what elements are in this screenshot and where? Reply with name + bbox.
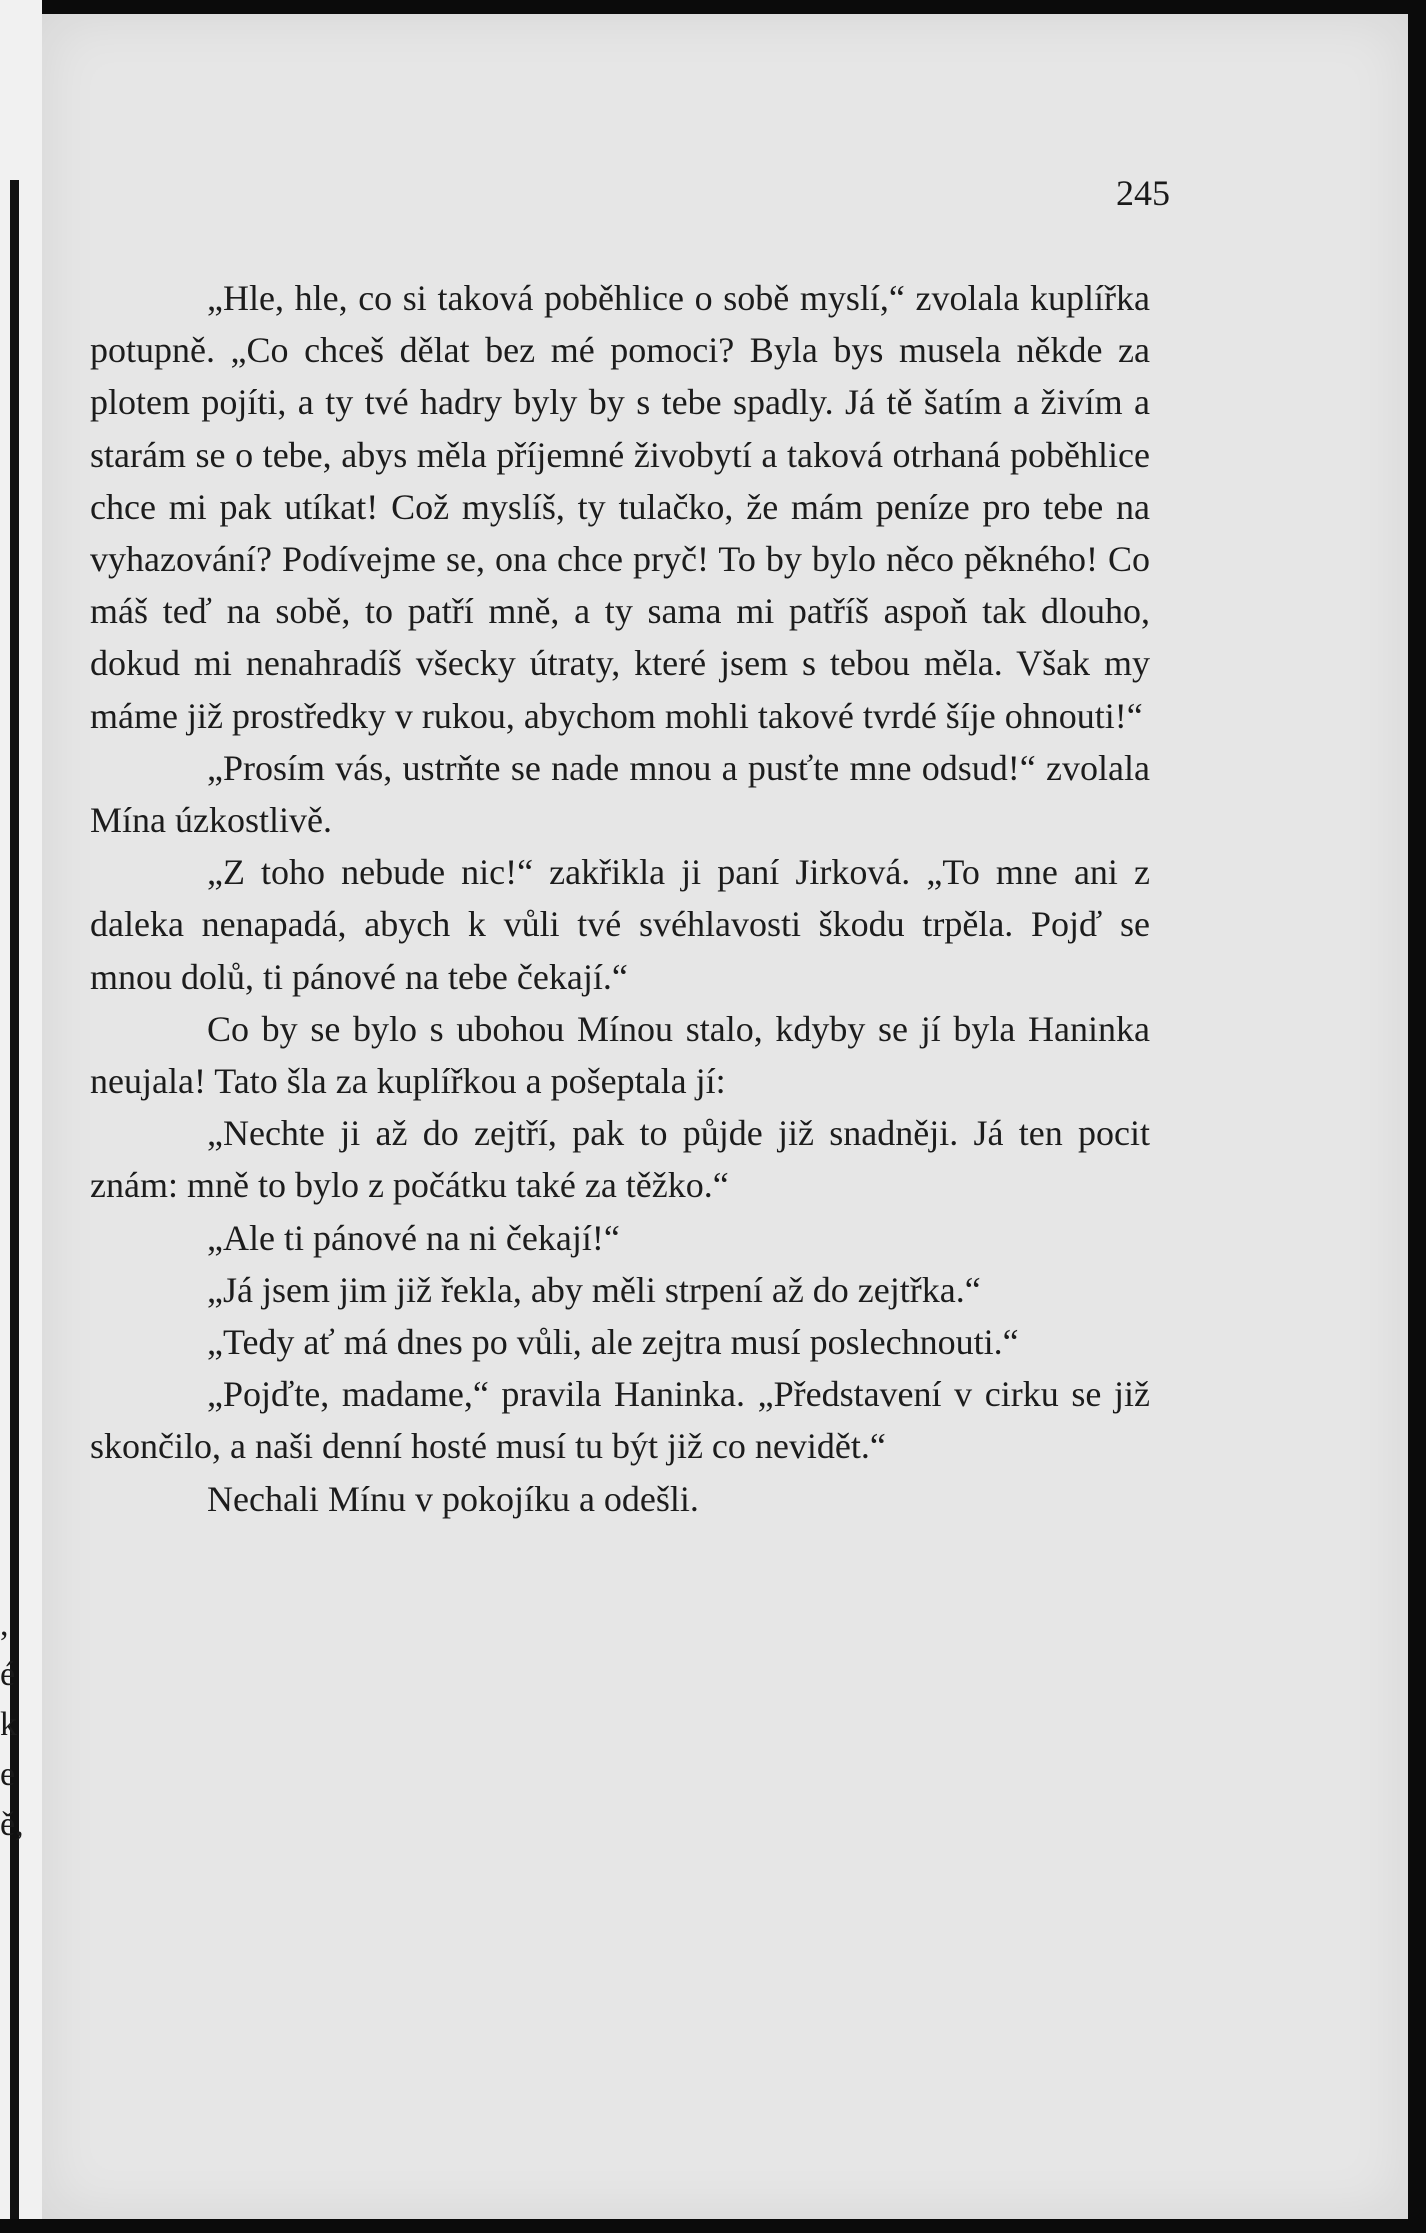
paragraph: „Nechte ji až do zejtří, pak to půjde již snadněji. Já ten pocit znám: mně to bylo z počátku také za těžko.“ — [90, 1113, 1150, 1206]
paragraph: „Prosím vás, ustrňte se nade mnou a pusťte mne odsud!“ zvolala Mína úzkostlivě. — [90, 747, 1150, 841]
book-gutter-shadow — [10, 180, 19, 2233]
margin-glyph: ě, — [0, 1806, 24, 1843]
paragraph: „Pojďte, madame,“ pravila Haninka. „Představení v cirku se již skončilo, a naši denní hosté musí tu být již co nevidět.“ — [90, 1374, 1150, 1467]
margin-glyph: k — [0, 1706, 17, 1743]
left-page-strip — [0, 0, 42, 2233]
paragraph: „Hle, hle, co si taková poběhlice o sobě myslí,“ zvolala kuplířka potupně. „Co chceš dělat bez mé pomoci? Byla bys musela někde za plotem pojíti, a ty tvé hadry byly by s tebe spadly. Já tě šatím a živím a starám se o tebe, abys měla příjemné živobytí a taková otrhaná poběhlice chce mi pak utíkat! Což myslíš, ty tulačko, že mám peníze pro tebe na vyhazování? Podívejme se, ona chce pryč! To by bylo něco pěkného! Co máš teď na sobě, to patří mně, a ty sama mi patříš aspoň tak dlouho, dokud mi nenahradíš všecky útraty, které jsem s tebou měla. Však my máme již prostředky v rukou, abychom mohli takové tvrdé šíje ohnouti!“ — [90, 278, 1150, 736]
paragraph: Nechali Mínu v pokojíku a odešli. — [207, 1478, 699, 1519]
scan-bottom-edge — [0, 2219, 1426, 2233]
margin-glyph: é — [0, 1656, 16, 1693]
adjacent-page-fragments — [0, 1600, 24, 1850]
paragraph: „Tedy ať má dnes po vůli, ale zejtra musí poslechnouti.“ — [207, 1322, 1019, 1363]
margin-glyph: e — [0, 1756, 16, 1793]
page-body-text — [90, 272, 1150, 1525]
paragraph: „Já jsem jim již řekla, aby měli strpení až do zejtřka.“ — [207, 1269, 981, 1310]
page-number: 245 — [1116, 173, 1170, 213]
paragraph: „Z toho nebude nic!“ zakřikla ji paní Jirková. „To mne ani z daleka nenapadá, abych k vůli tvé svéhlavosti škodu trpěla. Pojď se mnou dolů, ti pánové na tebe čekají.“ — [90, 852, 1150, 997]
paragraph: „Ale ti pánové na ni čekají!“ — [207, 1217, 620, 1258]
margin-glyph: , — [0, 1606, 9, 1643]
paragraph: Co by se bylo s ubohou Mínou stalo, kdyby se jí byla Haninka neujala! Tato šla za kuplířkou a pošeptala jí: — [90, 1008, 1150, 1102]
